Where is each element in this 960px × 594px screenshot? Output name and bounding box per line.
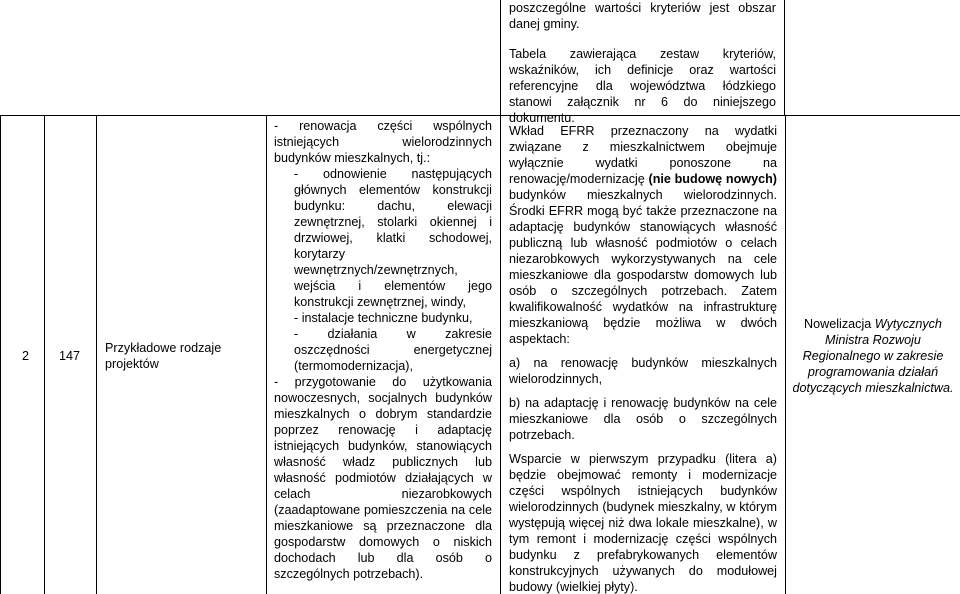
previous-row-text-1: poszczególne wartości kryteriów jest obszar danej gminy. [509, 1, 776, 31]
previous-row-continuation [500, 0, 785, 125]
original-record-cell [267, 116, 501, 594]
proposed-paragraph: a) na renowację budynków mieszkalnych wielorodzinnych, [509, 356, 777, 386]
justification-text: Nowelizacja [804, 316, 875, 331]
original-item: - instalacje techniczne budynku, [294, 311, 473, 325]
previous-row-text-2: Tabela zawierająca zestaw kryteriów, wskaźników, ich definicje oraz wartości referencyjne dla województwa łódzkiego stanowi załącznik nr 6 do niniejszego dokumentu. [509, 47, 776, 125]
page-number: 147 [59, 348, 81, 363]
table-row [1, 116, 960, 594]
row-number: 2 [22, 348, 30, 363]
proposed-paragraph: Wsparcie w pierwszym przypadku (litera a) będzie obejmować remonty i modernizacje części wspólnych istniejących budynków wielorodzinnych (budynek mieszkalny, w którym występują więcej niż dwa lokale mieszkalne), w tym remont i modernizację części wspólnych budynku z prefabrykowanych elementów konstrukcyjnych używanych do modułowej budowy (wielkiej płyty). [509, 452, 777, 594]
proposed-paragraph [509, 123, 777, 347]
original-item: - renowacja części wspólnych istniejących wielorodzinnych budynków mieszkalnych, tj.: [274, 119, 492, 165]
page-number-cell [45, 116, 97, 594]
proposed-text: Wkład EFRR przeznaczony na wydatki związane z mieszkalnictwem obejmuje wyłącznie wydatki ponoszone na renowację/modernizację [509, 124, 777, 186]
topic-text: Przykładowe rodzaje projektów [105, 340, 222, 371]
proposed-bold-text: (nie budowę nowych) [648, 172, 777, 186]
topic-cell [97, 116, 267, 594]
row-number-cell [1, 116, 45, 594]
proposed-text: budynków mieszkalnych wielorodzinnych. Środki EFRR mogą być także przeznaczone na adaptację budynków stanowiących własność publiczną lub własność podmiotów o celach niezarobkowych wykorzystywanych na cele mieszkaniowe dla gospodarstw domowych lub osób o szczególnych potrzebach. Zatem kwalifikowalność wydatków na infrastrukturę mieszkaniową będzie możliwa w dwóch aspektach: [509, 188, 777, 346]
justification-cell [786, 116, 960, 594]
original-item: - odnowienie następujących głównych elementów konstrukcji budynku: dachu, elewacji zewnętrznej, stolarki okiennej i drzwiowej, klatki schodowej, korytarzy wewnętrznych/zewnętrznych, wejścia i elementów jego konstrukcji zewnętrznej, windy, [294, 167, 492, 309]
proposed-paragraph: b) na adaptację i renowację budynków na cele mieszkaniowe dla osób o szczególnych potrzebach. [509, 396, 777, 442]
justification-italic-text: Wytycznych Ministra Rozwoju Regionalnego w zakresie programowania działań dotyczących mieszkalnictwa. [792, 316, 954, 395]
original-item: - działania w zakresie oszczędności energetycznej (termomodernizacja), [294, 327, 492, 373]
original-item: - przygotowanie do użytkowania nowoczesnych, socjalnych budynków mieszkalnych o dobrym standardzie poprzez renowację i adaptację istniejących budynków, stanowiących własność władz publicznych lub własność podmiotów działających w celach niezarobkowych (zaadaptowane pomieszczenia na cele mieszkaniowe są przeznaczone dla gospodarstw domowych o niskich dochodach lub dla osób o szczególnych potrzebach). [274, 375, 492, 581]
comparison-table [0, 115, 960, 594]
proposed-record-cell [501, 116, 786, 594]
